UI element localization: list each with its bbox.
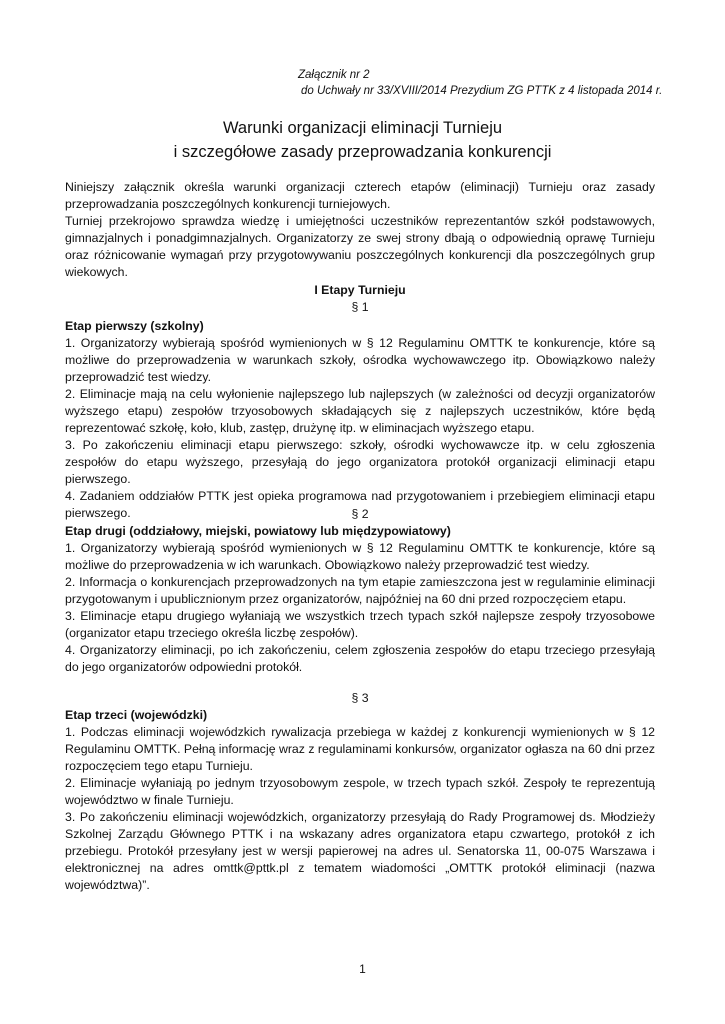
paragraph-number: § 3 — [351, 691, 369, 705]
list-item: 3. Po zakończeniu eliminacji wojewódzkich, organizatorzy przesyłają do Rady Programowej ds. Młodzieży Szkolnej Zarządu Głównego PTTK i na wskazany adres organizatora etapu czwartego, protokół z ich przebiegu. Protokół przesyłany jest w wersji papierowej na adres ul. Senatorska 11, 00-075 Warszawa i elektronicznej na adres omttk@pttk.pl z tematem wiadomości „OMTTK protokół eliminacji (nazwa województwa)”. — [65, 810, 655, 892]
section-2 — [65, 506, 655, 676]
list-item: 4. Organizatorzy eliminacji, po ich zakończeniu, celem zgłoszenia zespołów do etapu trzeciego przesyłają do jego organizatorów odpowiedni protokół. — [65, 643, 655, 674]
section-heading: Etap pierwszy (szkolny) — [65, 319, 204, 333]
list-item: 3. Eliminacje etapu drugiego wyłaniają we wszystkich trzech typach szkół najlepsze zespoły trzyosobowe (organizator etapu trzeciego określa liczbę zespołów). — [65, 609, 655, 640]
list-item: 2. Eliminacje mają na celu wyłonienie najlepszego lub najlepszych (w zależności od decyzji organizatorów wyższego etapu) zespołów trzyosobowych składających się z najlepszych uczestników, które będą reprezentować szkołę, koło, klub, zastęp, drużynę itp. w eliminacjach wyższego etapu. — [65, 387, 655, 435]
paragraph-number: § 2 — [351, 507, 369, 521]
list-item: 2. Eliminacje wyłaniają po jednym trzyosobowym zespole, w trzech typach szkół. Zespoły te reprezentują województwo w finale Turnieju. — [65, 776, 655, 807]
section-3 — [65, 690, 655, 894]
page-number: 1 — [359, 962, 366, 976]
chapter-heading: I Etapy Turnieju — [314, 283, 406, 297]
list-item: 4. Zadaniem oddziałów PTTK jest opieka programowa nad przygotowaniem i przebiegiem eliminacji etapu pierwszego. — [65, 489, 655, 520]
section-heading: Etap trzeci (wojewódzki) — [65, 708, 208, 722]
resolution-reference: do Uchwały nr 33/XVIII/2014 Prezydium ZG PTTK z 4 listopada 2014 r. — [301, 85, 663, 97]
list-item: 1. Organizatorzy wybierają spośród wymienionych w § 12 Regulaminu OMTTK te konkurencje, które są możliwe do przeprowadzenia w ich warunkach. Obowiązkowo należy przeprowadzić test wiedzy. — [65, 541, 655, 572]
document-title-line-1: Warunki organizacji eliminacji Turnieju — [222, 119, 503, 137]
list-item: 3. Po zakończeniu eliminacji etapu pierwszego: szkoły, ośrodki wychowawcze itp. w celu zgłoszenia zespołów do etapu wyższego, przesyłają do jego organizatora protokół organizacji eliminacji etapu pierwszego. — [65, 438, 655, 486]
intro-paragraph: Niniejszy załącznik określa warunki organizacji czterech etapów (eliminacji) Turnieju oraz zasady przeprowadzania poszczególnych konkurencji turniejowych. — [65, 180, 655, 211]
document-title-line-2: i szczegółowe zasady przeprowadzania konkurencji — [173, 143, 552, 161]
attachment-label: Załącznik nr 2 — [298, 69, 370, 81]
intro-paragraph: Turniej przekrojowo sprawdza wiedzę i umiejętności uczestników reprezentantów szkół podstawowych, gimnazjalnych i ponadgimnazjalnych. Organizatorzy ze swej strony dbają o odpowiednią oprawę Turnieju oraz różnicowanie wymagań przy przygotowywaniu poszczególnych konkurencji dla poszczególnych grup wiekowych. — [65, 214, 655, 279]
paragraph-number: § 1 — [351, 300, 369, 314]
list-item: 1. Organizatorzy wybierają spośród wymienionych w § 12 Regulaminu OMTTK te konkurencje, które są możliwe do przeprowadzenia w warunkach szkoły, ośrodka wychowawczego itp. Obowiązkowo należy przeprowadzić test wiedzy. — [65, 336, 655, 384]
section-1 — [65, 282, 655, 522]
list-item: 1. Podczas eliminacji wojewódzkich rywalizacja przebiega w każdej z konkurencji wymienionych w § 12 Regulaminu OMTTK. Pełną informację wraz z regulaminami konkursów, organizator ogłasza na 60 dni przez rozpoczęciem tego etapu Turnieju. — [65, 725, 655, 773]
intro — [65, 179, 655, 281]
list-item: 2. Informacja o konkurencjach przeprowadzonych na tym etapie zamieszczona jest w regulaminie eliminacji przygotowanym i upublicznionym przez organizatorów, najpóźniej na 60 dni przed rozpoczęciem etapu. — [65, 575, 655, 606]
section-heading: Etap drugi (oddziałowy, miejski, powiatowy lub międzypowiatowy) — [65, 524, 451, 538]
